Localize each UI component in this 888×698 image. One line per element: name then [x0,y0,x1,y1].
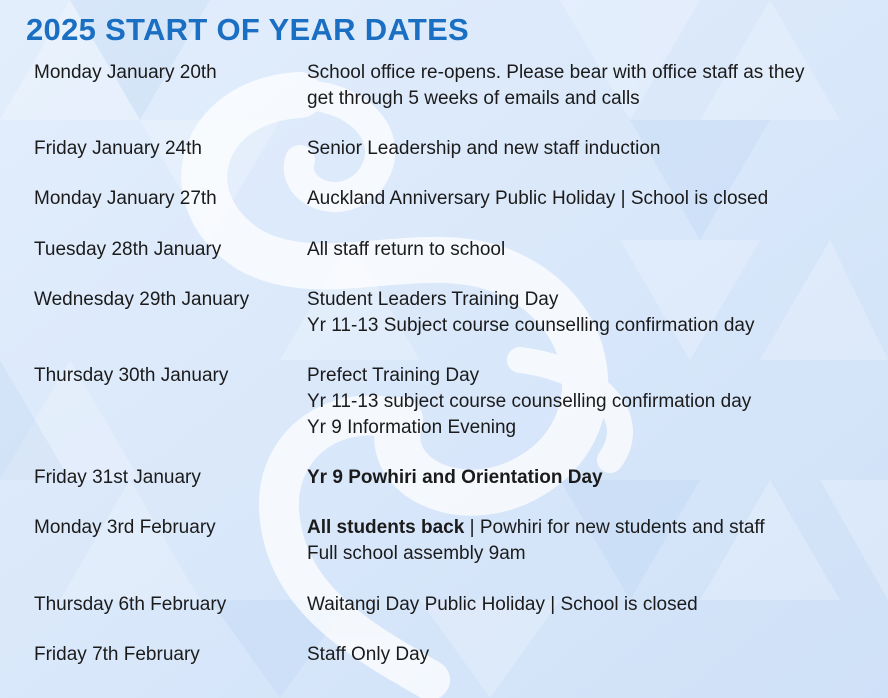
event-description [307,60,877,112]
event-date: Thursday 30th January [34,365,229,386]
event-line: Yr 11-13 subject course counselling confirmation day [307,391,752,412]
event-description [307,287,877,339]
event-line: All staff return to school [307,239,506,260]
event-line: get through 5 weeks of emails and calls [307,88,640,109]
event-date: Thursday 6th February [34,594,227,615]
event-line: Yr 11-13 Subject course counselling confirmation day [307,315,755,336]
event-line: School office re-opens. Please bear with office staff as they [307,62,805,83]
event-description [307,186,877,212]
event-line: Student Leaders Training Day [307,289,559,310]
event-description [307,363,877,441]
event-date: Tuesday 28th January [34,239,222,260]
event-line-emphasis: Yr 9 Powhiri and Orientation Day [307,467,603,488]
event-date: Friday January 24th [34,138,202,159]
event-line-emphasis: All students back [307,517,465,538]
event-date: Monday January 27th [34,188,217,209]
page-title: 2025 START OF YEAR DATES [26,12,470,47]
event-date: Monday January 20th [34,62,217,83]
event-date: Monday 3rd February [34,517,216,538]
event-line: Staff Only Day [307,644,430,665]
event-line: Prefect Training Day [307,365,480,386]
event-line: Waitangi Day Public Holiday | School is closed [307,594,698,615]
event-description [307,642,877,668]
event-description [307,515,877,567]
event-line [307,515,877,541]
event-line: Yr 9 Information Evening [307,417,517,438]
event-description [307,237,877,263]
event-description [307,592,877,618]
event-line: Senior Leadership and new staff induction [307,138,661,159]
event-description [307,465,877,491]
event-line-text: | Powhiri for new students and staff [464,517,765,538]
event-line: Auckland Anniversary Public Holiday | School is closed [307,188,769,209]
event-date: Wednesday 29th January [34,289,250,310]
event-description [307,136,877,162]
event-date: Friday 7th February [34,644,200,665]
event-date: Friday 31st January [34,467,201,488]
event-line: Full school assembly 9am [307,543,526,564]
event-line [307,465,877,491]
